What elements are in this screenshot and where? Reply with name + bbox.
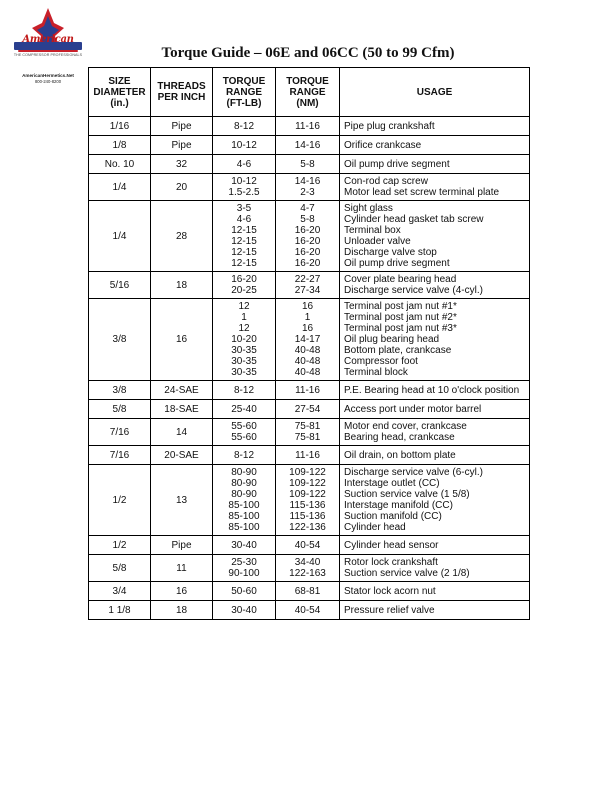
usage-cell [340, 419, 530, 446]
table-row [89, 174, 530, 201]
cell-line: Interstage outlet (CC) [344, 478, 440, 489]
nm-cell [276, 117, 340, 136]
cell-line: 75-81 [294, 421, 321, 432]
cell-line: 55-60 [231, 421, 257, 432]
cell-line: Motor end cover, crankcase [344, 421, 467, 432]
cell-line: 12 [238, 323, 250, 334]
cell-line: Suction service valve (1 5/8) [344, 489, 470, 500]
cell-line: 50-60 [231, 585, 257, 597]
table-row [89, 201, 530, 272]
table-row [89, 299, 530, 381]
size-cell: 1/4 [89, 201, 151, 272]
ftlb-cell [213, 381, 276, 400]
cell-line: 2-3 [300, 187, 315, 198]
cell-line: Terminal post jam nut #1* [344, 301, 457, 312]
cell-line: 30-35 [231, 345, 257, 356]
cell-line: 80-90 [231, 467, 257, 478]
cell-line: 12-15 [231, 258, 257, 269]
cell-line: Suction manifold (CC) [344, 511, 442, 522]
cell-line: 16-20 [294, 236, 321, 247]
size-cell: 1/2 [89, 536, 151, 555]
cell-line: 25-30 [231, 557, 257, 568]
table-row [89, 400, 530, 419]
cell-line: Rotor lock crankshaft [344, 557, 438, 568]
cell-line: Cover plate bearing head [344, 274, 457, 285]
nm-cell [276, 201, 340, 272]
cell-line: 115-136 [289, 511, 326, 522]
cell-line: 85-100 [228, 522, 260, 533]
cell-line: DIAMETER [93, 86, 146, 98]
nm-cell [276, 582, 340, 601]
cell-line: Terminal box [344, 225, 401, 236]
cell-line: TORQUE [222, 75, 266, 87]
nm-cell [276, 136, 340, 155]
logo-website[interactable]: AmericanHermetics.Net [22, 73, 74, 78]
cell-line: (in.) [110, 97, 129, 109]
cell-line: 12-15 [231, 225, 257, 236]
ftlb-cell [213, 117, 276, 136]
logo-tagline: THE COMPRESSOR PROFESSIONALS [13, 53, 83, 57]
table-row [89, 555, 530, 582]
cell-line: 14-16 [294, 139, 321, 151]
size-cell: 1/8 [89, 136, 151, 155]
usage-cell [340, 155, 530, 174]
cell-line: Bottom plate, crankcase [344, 345, 452, 356]
cell-line: Sight glass [344, 203, 393, 214]
usage-cell [340, 136, 530, 155]
cell-line: 34-40 [294, 557, 321, 568]
ftlb-cell [213, 201, 276, 272]
cell-line: (NM) [296, 97, 319, 109]
header-threads [151, 68, 213, 117]
cell-line: P.E. Bearing head at 10 o'clock position [344, 384, 520, 396]
size-cell: 1/2 [89, 465, 151, 536]
usage-cell [340, 582, 530, 601]
cell-line: 122-163 [289, 568, 326, 579]
cell-line: Discharge valve stop [344, 247, 437, 258]
ftlb-cell [213, 465, 276, 536]
cell-line: 11-16 [295, 449, 320, 461]
size-cell: 1/4 [89, 174, 151, 201]
cell-line: 12-15 [231, 236, 257, 247]
threads-cell: 14 [151, 419, 213, 446]
ftlb-cell [213, 299, 276, 381]
cell-line: 14-16 [294, 176, 321, 187]
table-row [89, 536, 530, 555]
cell-line: 85-100 [228, 500, 260, 511]
cell-line: Terminal post jam nut #3* [344, 323, 457, 334]
ftlb-cell [213, 136, 276, 155]
size-cell: 3/4 [89, 582, 151, 601]
cell-line: 8-12 [233, 120, 254, 132]
table-row [89, 582, 530, 601]
cell-line: 16-20 [294, 258, 321, 269]
cell-line: Bearing head, crankcase [344, 432, 455, 443]
cell-line: 30-35 [231, 367, 257, 378]
threads-cell: 16 [151, 582, 213, 601]
logo-brand: American [22, 34, 74, 45]
cell-line: Discharge service valve (4-cyl.) [344, 285, 483, 296]
threads-cell: 20-SAE [151, 446, 213, 465]
company-logo [8, 6, 88, 90]
nm-cell [276, 174, 340, 201]
cell-line: 1 [304, 312, 311, 323]
cell-line: 80-90 [231, 489, 257, 500]
size-cell: 7/16 [89, 419, 151, 446]
cell-line: 10-12 [231, 176, 257, 187]
table-row [89, 136, 530, 155]
cell-line: 75-81 [294, 432, 321, 443]
cell-line: 12 [238, 301, 250, 312]
cell-line: 16-20 [294, 225, 321, 236]
table-row [89, 117, 530, 136]
cell-line: 20-25 [231, 285, 257, 296]
usage-cell [340, 201, 530, 272]
threads-cell: Pipe [151, 136, 213, 155]
cell-line: Access port under motor barrel [344, 403, 482, 415]
cell-line: 8-12 [233, 384, 254, 396]
size-cell: 3/8 [89, 381, 151, 400]
cell-line: 109-122 [289, 467, 326, 478]
cell-line: 12-15 [231, 247, 257, 258]
size-cell: 3/8 [89, 299, 151, 381]
size-cell: 7/16 [89, 446, 151, 465]
ftlb-cell [213, 582, 276, 601]
cell-line: Stator lock acorn nut [344, 585, 436, 597]
header-usage [340, 68, 530, 117]
threads-cell: 18 [151, 601, 213, 620]
size-cell: 5/8 [89, 400, 151, 419]
cell-line: Oil drain, on bottom plate [344, 449, 456, 461]
threads-cell: Pipe [151, 536, 213, 555]
nm-cell [276, 555, 340, 582]
cell-line: Pipe plug crankshaft [344, 120, 435, 132]
cell-line: Terminal post jam nut #2* [344, 312, 457, 323]
table-row [89, 155, 530, 174]
threads-cell: 13 [151, 465, 213, 536]
ftlb-cell [213, 536, 276, 555]
cell-line: Cylinder head sensor [344, 539, 439, 551]
cell-line: 1 [241, 312, 247, 323]
cell-line: Con-rod cap screw [344, 176, 428, 187]
cell-line: 4-6 [236, 214, 252, 225]
table-row [89, 446, 530, 465]
table-row [89, 465, 530, 536]
header-ftlb [213, 68, 276, 117]
cell-line: 30-40 [231, 604, 257, 616]
usage-cell [340, 446, 530, 465]
cell-line: 10-20 [231, 334, 257, 345]
table-row [89, 381, 530, 400]
usage-cell [340, 117, 530, 136]
cell-line: 80-90 [231, 478, 257, 489]
ftlb-cell [213, 446, 276, 465]
ftlb-cell [213, 272, 276, 299]
ftlb-cell [213, 555, 276, 582]
cell-line: 22-27 [294, 274, 321, 285]
usage-cell [340, 299, 530, 381]
usage-cell [340, 174, 530, 201]
cell-line: 40-48 [294, 367, 321, 378]
cell-line: 40-48 [294, 345, 321, 356]
cell-line: Oil plug bearing head [344, 334, 440, 345]
cell-line: 109-122 [289, 478, 326, 489]
cell-line: 90-100 [228, 568, 260, 579]
threads-cell: 24-SAE [151, 381, 213, 400]
cell-line: 30-40 [231, 539, 257, 551]
cell-line: Unloader valve [344, 236, 411, 247]
cell-line: Terminal block [344, 367, 408, 378]
logo-phone: 800-240-8200 [34, 79, 62, 84]
threads-cell: 28 [151, 201, 213, 272]
threads-cell: Pipe [151, 117, 213, 136]
usage-cell [340, 465, 530, 536]
cell-line: USAGE [416, 86, 453, 98]
cell-line: 8-12 [233, 449, 254, 461]
threads-cell: 20 [151, 174, 213, 201]
cell-line: 16-20 [231, 274, 257, 285]
cell-line: TORQUE [286, 75, 329, 87]
cell-line: 27-34 [294, 285, 321, 296]
ftlb-cell [213, 174, 276, 201]
cell-line: Discharge service valve (6-cyl.) [344, 467, 483, 478]
cell-line: (FT-LB) [226, 97, 262, 109]
nm-cell [276, 419, 340, 446]
page-title: Torque Guide – 06E and 06CC (50 to 99 Cfm) [161, 45, 455, 61]
cell-line: 40-54 [294, 604, 321, 616]
cell-line: 14-17 [294, 334, 321, 345]
nm-cell [276, 381, 340, 400]
cell-line: Suction service valve (2 1/8) [344, 568, 470, 579]
cell-line: 5-8 [300, 214, 315, 225]
threads-cell: 18-SAE [151, 400, 213, 419]
cell-line: Oil pump drive segment [344, 258, 450, 269]
cell-line: 27-54 [294, 403, 321, 415]
threads-cell: 32 [151, 155, 213, 174]
cell-line: Orifice crankcase [344, 139, 422, 151]
cell-line: SIZE [108, 75, 131, 87]
usage-cell [340, 536, 530, 555]
cell-line: Cylinder head [344, 522, 406, 533]
cell-line: Cylinder head gasket tab screw [344, 214, 484, 225]
cell-line: 40-54 [294, 539, 321, 551]
table-header-row [89, 68, 530, 117]
cell-line: 115-136 [289, 500, 326, 511]
nm-cell [276, 272, 340, 299]
usage-cell [340, 272, 530, 299]
cell-line: 5-8 [300, 158, 315, 170]
cell-line: 10-12 [231, 139, 257, 151]
nm-cell [276, 536, 340, 555]
cell-line: 40-48 [294, 356, 321, 367]
cell-line: 4-6 [236, 158, 252, 170]
usage-cell [340, 381, 530, 400]
table-row [89, 272, 530, 299]
size-cell: 5/16 [89, 272, 151, 299]
nm-cell [276, 601, 340, 620]
cell-line: Interstage manifold (CC) [344, 500, 453, 511]
header-nm [276, 68, 340, 117]
ftlb-cell [213, 155, 276, 174]
cell-line: THREADS [157, 81, 206, 92]
cell-line: RANGE [289, 86, 326, 98]
cell-line: 122-136 [289, 522, 326, 533]
usage-cell [340, 400, 530, 419]
ftlb-cell [213, 419, 276, 446]
table-row [89, 419, 530, 446]
nm-cell [276, 446, 340, 465]
cell-line: 85-100 [228, 511, 260, 522]
size-cell: No. 10 [89, 155, 151, 174]
threads-cell: 18 [151, 272, 213, 299]
size-cell: 1/16 [89, 117, 151, 136]
cell-line: RANGE [225, 86, 263, 98]
nm-cell [276, 400, 340, 419]
cell-line: Pressure relief valve [344, 604, 435, 616]
table-row [89, 601, 530, 620]
cell-line: 25-40 [231, 403, 257, 415]
cell-line: 11-16 [295, 120, 320, 132]
cell-line: 68-81 [294, 585, 321, 597]
cell-line: 3-5 [236, 203, 252, 214]
nm-cell [276, 465, 340, 536]
header-size [89, 68, 151, 117]
cell-line: 30-35 [231, 356, 257, 367]
cell-line: 4-7 [300, 203, 315, 214]
usage-cell [340, 601, 530, 620]
nm-cell [276, 299, 340, 381]
cell-line: 16-20 [294, 247, 321, 258]
nm-cell [276, 155, 340, 174]
usage-cell [340, 555, 530, 582]
cell-line: Oil pump drive segment [344, 158, 450, 170]
size-cell: 1 1/8 [89, 601, 151, 620]
cell-line: 16 [301, 323, 314, 334]
cell-line: Compressor foot [344, 356, 418, 367]
cell-line: PER INCH [157, 92, 206, 103]
cell-line: 11-16 [295, 384, 320, 396]
torque-table [88, 67, 530, 620]
cell-line: 1.5-2.5 [228, 187, 260, 198]
threads-cell: 16 [151, 299, 213, 381]
cell-line: 109-122 [289, 489, 326, 500]
cell-line: Motor lead set screw terminal plate [344, 187, 500, 198]
cell-line: 16 [301, 301, 314, 312]
cell-line: 55-60 [231, 432, 257, 443]
size-cell: 5/8 [89, 555, 151, 582]
threads-cell: 11 [151, 555, 213, 582]
ftlb-cell [213, 601, 276, 620]
ftlb-cell [213, 400, 276, 419]
